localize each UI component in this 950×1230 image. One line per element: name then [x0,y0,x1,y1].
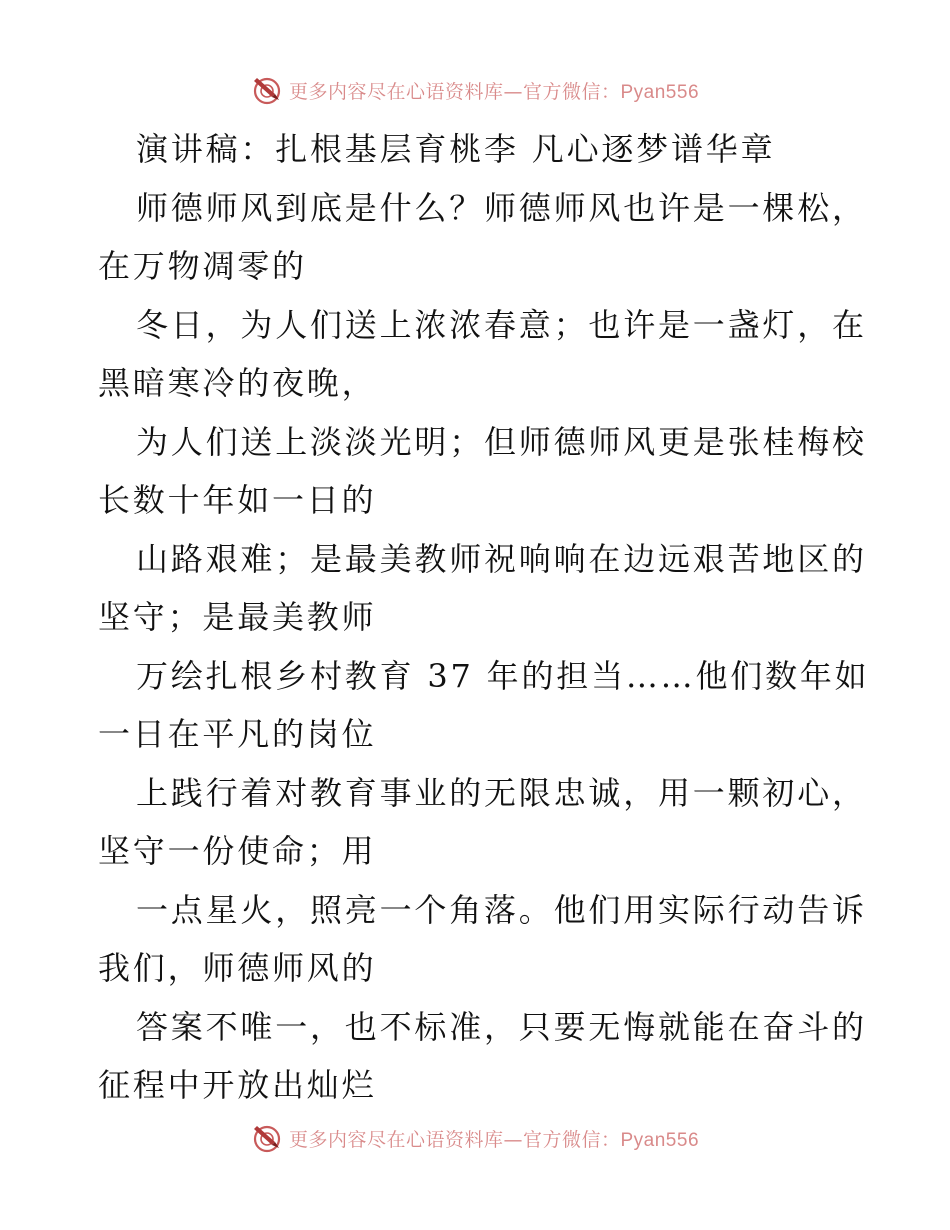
red-pen-circle-logo-icon [251,74,283,106]
text-line: 坚守一份使命；用 [98,832,377,870]
text-line: 坚守；是最美教师 [98,598,377,636]
text-line: 一日在平凡的岗位 [98,715,377,753]
text-line: 答案不唯一，也不标准，只要无悔就能在奋斗的 [136,1007,867,1046]
red-pen-circle-logo-icon [251,1122,283,1154]
text-line: 冬日，为人们送上浓浓春意；也许是一盏灯，在 [136,305,867,344]
text-line: 为人们送上淡淡光明；但师德师风更是张桂梅校 [136,422,867,461]
text-line: 山路艰难；是最美教师祝响响在边远艰苦地区的 [136,539,867,578]
watermark-wechat-id: Pyan556 [620,1129,700,1151]
watermark-text: 更多内容尽在心语资料库—官方微信：Pyan556 [288,80,700,103]
text-line: 一点星火，照亮一个角落。他们用实际行动告诉 [136,890,867,929]
watermark-text: 更多内容尽在心语资料库—官方微信：Pyan556 [288,1128,700,1151]
text-line: 师德师风到底是什么？师德师风也许是一棵松， [136,188,867,227]
text-line: 长数十年如一日的 [98,481,377,519]
text-line: 征程中开放出灿烂 [98,1066,377,1104]
text-line: 上践行着对教育事业的无限忠诚，用一颗初心， [136,773,867,812]
watermark-wechat-id: Pyan556 [620,81,700,103]
document-body [98,120,870,1115]
text-line: 我们，师德师风的 [98,949,377,987]
text-line: 黑暗寒冷的夜晚， [98,364,377,402]
document-title: 演讲稿：扎根基层育桃李 凡心逐梦谱华章 [136,130,776,168]
footer-watermark [0,1118,950,1158]
text-line: 万绘扎根乡村教育 37 年的担当……他们数年如 [136,656,870,695]
text-line: 在万物凋零的 [98,247,307,285]
header-watermark [0,70,950,110]
